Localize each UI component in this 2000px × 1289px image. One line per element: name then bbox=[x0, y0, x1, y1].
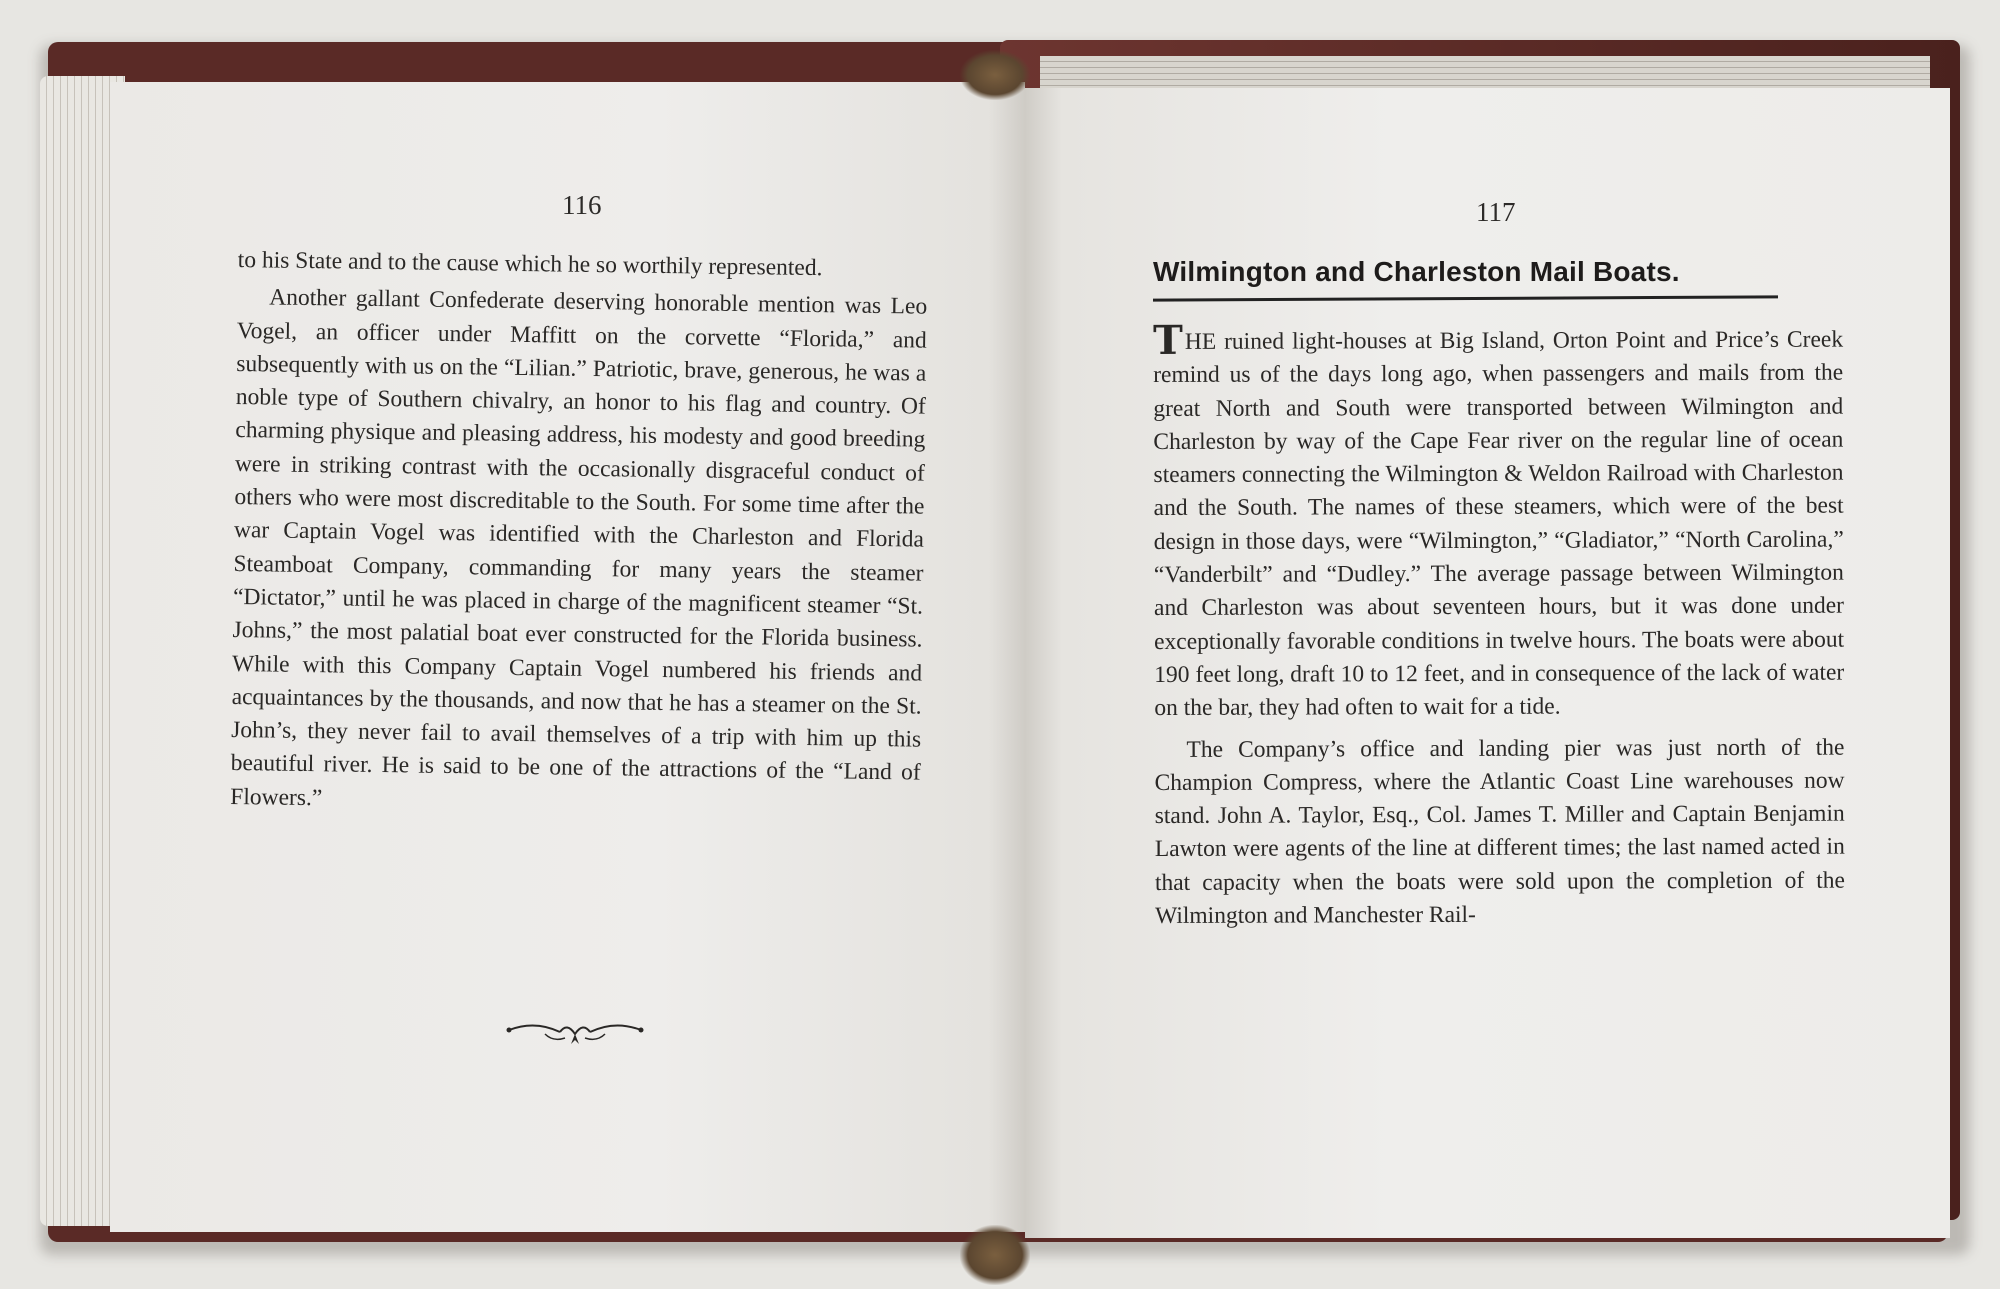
spine-binding-thread bbox=[960, 50, 1030, 100]
right-paragraph-2: The Company’s office and landing pier was just north of the Champion Compress, where the Atlantic Coast Line warehouses now stand. John A. Taylor, Esq., Col. James T. Miller and Captain Benjamin Lawton were agents of the line at different times; the last named acted in that capacity when the boats were sold upon the completion of the Wilmington and Manchester Rail- bbox=[1154, 734, 1845, 930]
right-page-body bbox=[1152, 316, 1845, 934]
left-paragraph-1: to his State and to the cause which he so worthily represented. bbox=[237, 246, 823, 282]
left-page-body bbox=[230, 244, 928, 824]
spine-binding-thread-bottom bbox=[960, 1225, 1030, 1285]
left-paragraph-2: Another gallant Confederate deserving honorable mention was Leo Vogel, an officer under Maffitt on the corvette “Florida,” and subsequently with us on the “Lilian.” Patriotic, brave, generous, he was a noble type of Southern chivalry, an honor to his flag and country. Of charming physique and pleasing address, his modesty and good breeding were in striking contrast with the occasionally disgraceful conduct of others who were most discreditable to the South. For some time after the war Captain Vogel was identified with the Charleston and Florida Steamboat Company, commanding for many years the steamer “Dictator,” until he was placed in charge of the magnificent steamer “St. Johns,” the most palatial boat ever constructed for the Florida business. While with this Company Captain Vogel numbered his friends and acquaintances by the thousands, and now that he has a steamer on the St. John’s, they never fail to avail themselves of a trip with him up this beautiful river. He is said to be one of the attractions of the “Land of Flowers.” bbox=[230, 284, 928, 811]
drop-cap: T bbox=[1152, 316, 1183, 364]
right-page-number: 117 bbox=[1476, 197, 1516, 227]
section-heading: Wilmington and Charleston Mail Boats. bbox=[1153, 256, 1680, 287]
left-page-number: 116 bbox=[562, 190, 602, 220]
ornament-flourish-icon bbox=[505, 1010, 645, 1050]
right-paragraph-1: ruined light-houses at Big Island, Orton Point and Price’s Creek remind us of the days long ago, when passengers and mails from the great North and South were transported between Wilmington and Charleston by way of the Cape Fear river on the regular line of ocean steamers connecting the Wilmington & Weldon Railroad with Charleston and the South. The names of these steamers, which were of the best design in those days, were “Wilmington,” “Gladiator,” “North Carolina,” “Vanderbilt” and “Dudley.” The average passage between Wilmington and Charleston was about seventeen hours, but it was done under exceptionally favorable conditions in twelve hours. The boats were about 190 feet long, draft 10 to 12 feet, and in consequence of the lack of water on the bar, they had often to wait for a tide. bbox=[1153, 326, 1845, 722]
first-word-smallcaps: HE bbox=[1184, 328, 1217, 355]
